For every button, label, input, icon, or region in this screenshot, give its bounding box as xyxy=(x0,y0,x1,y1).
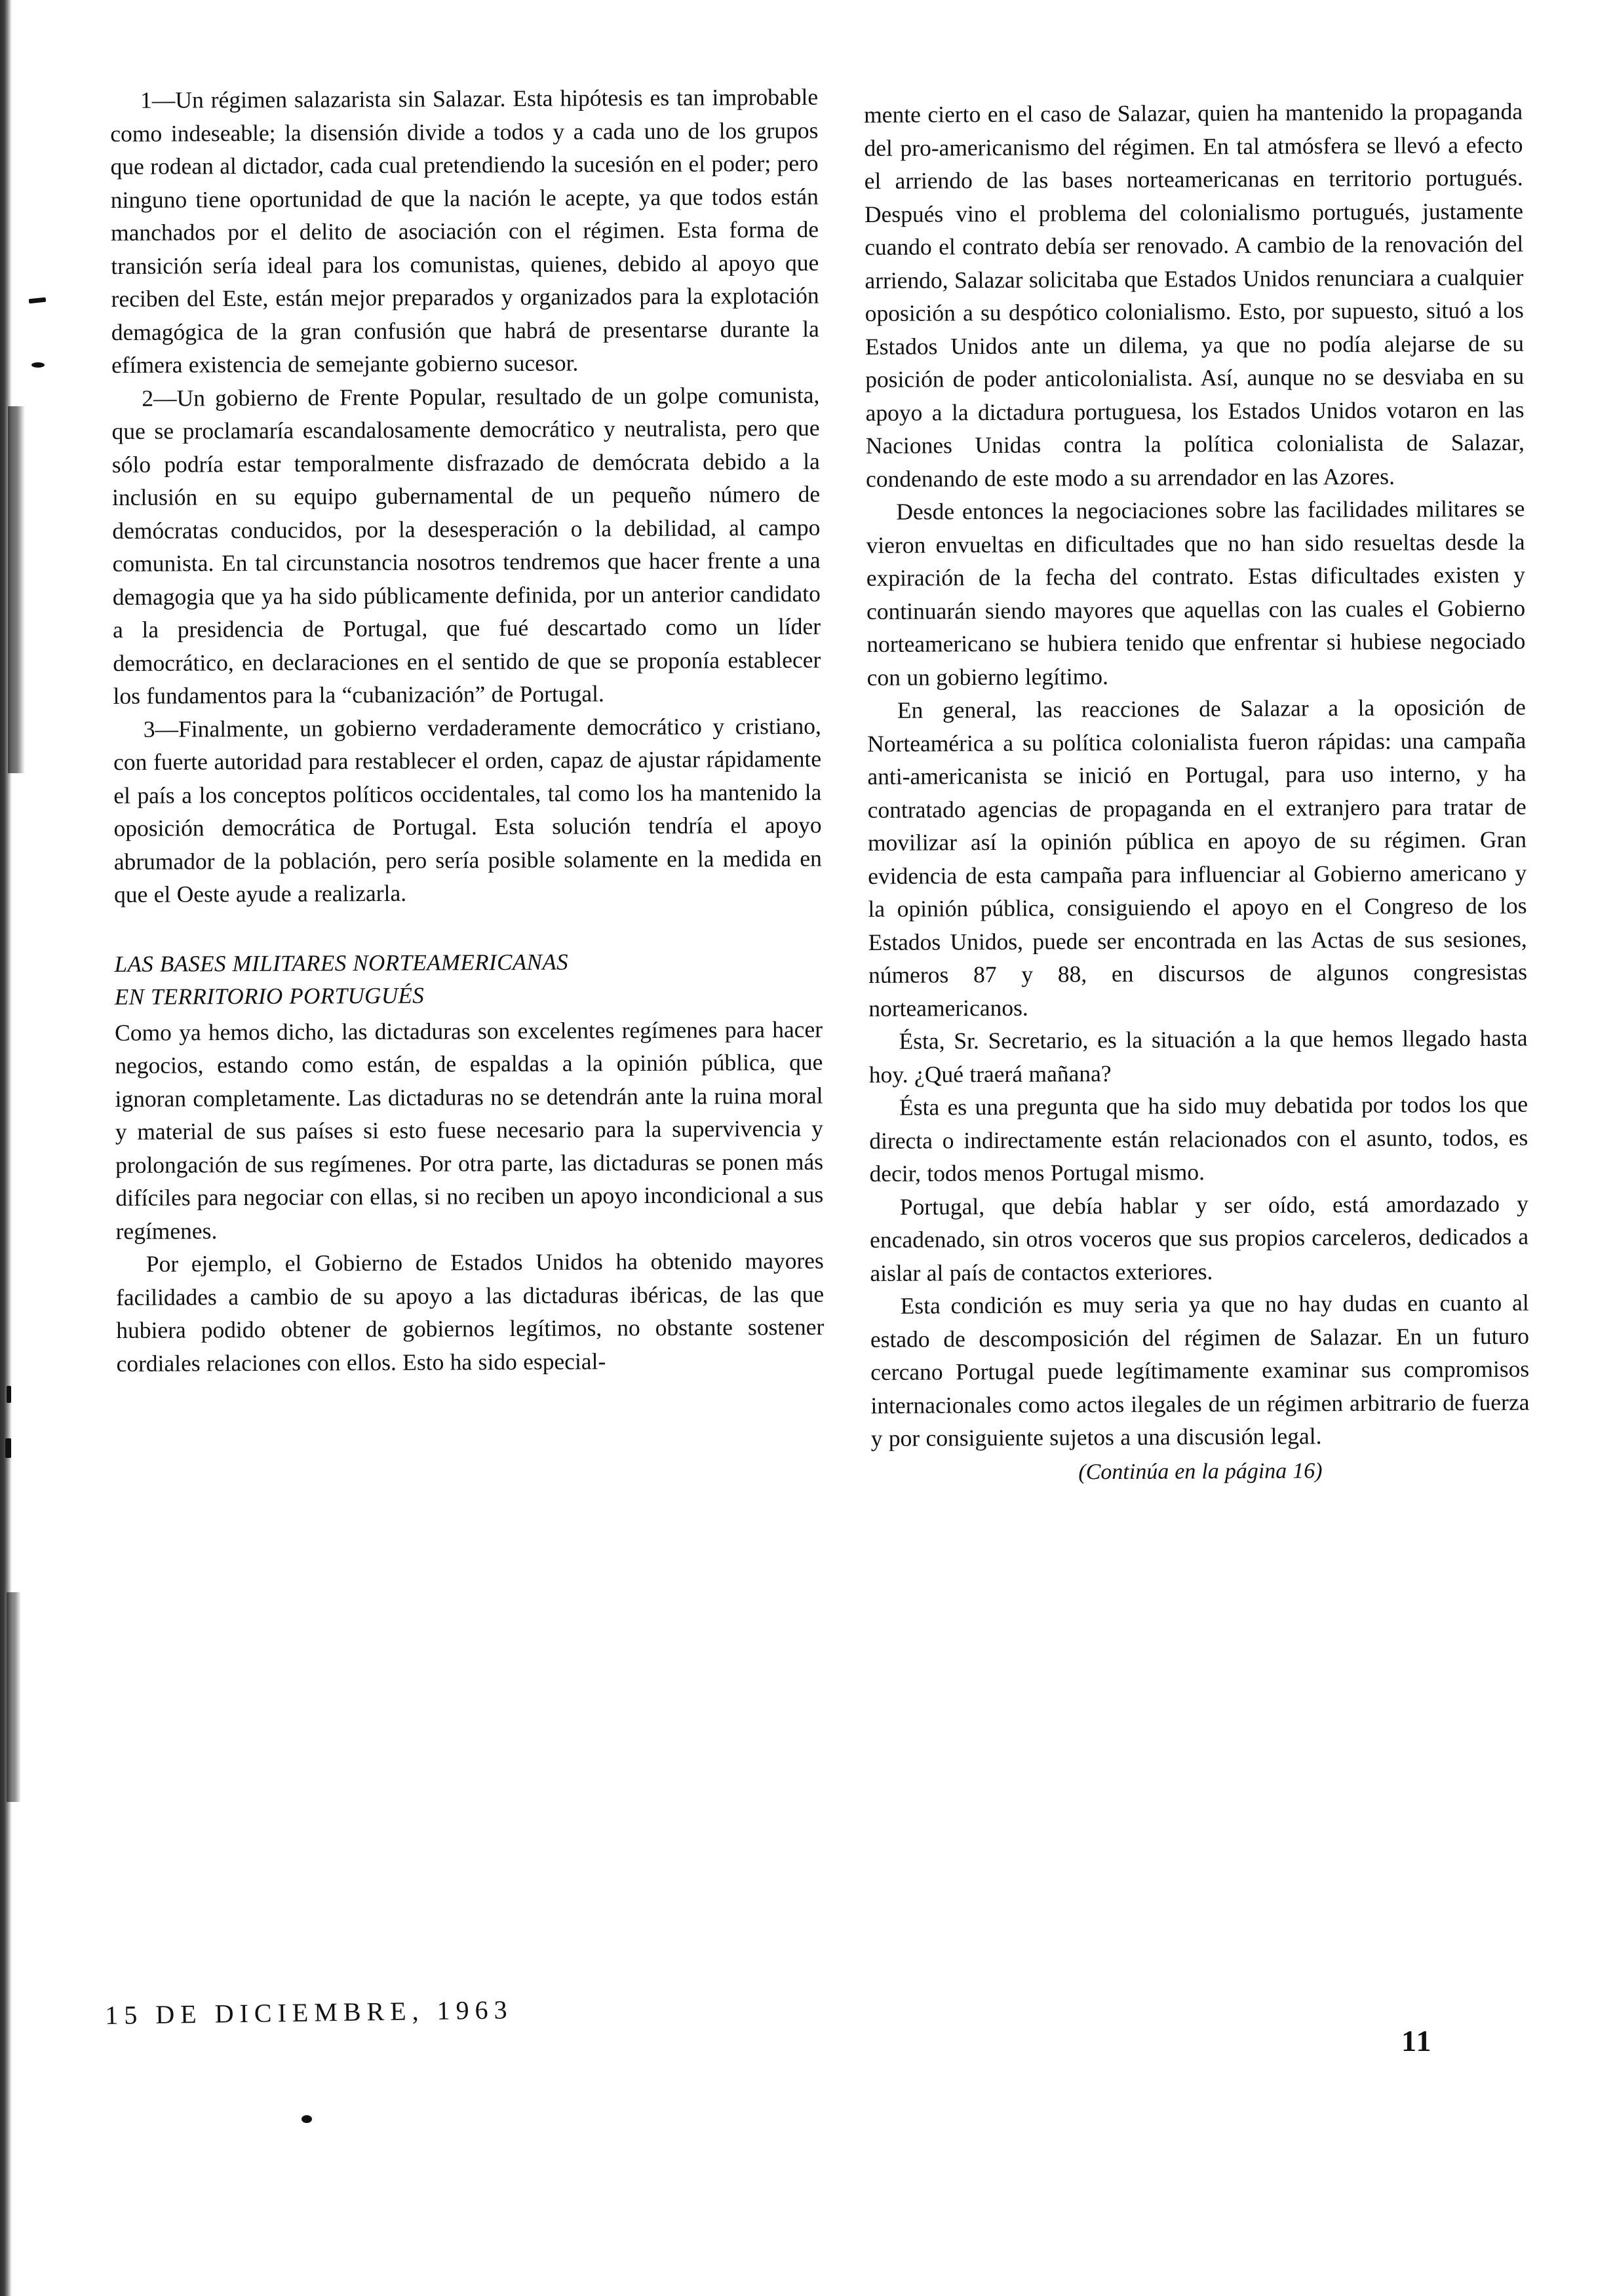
body-paragraph: mente cierto en el caso de Salazar, quien ha mantenido la propaganda del pro-americanismo del régimen. En tal atmósfera se llevó a efecto el arriendo de las bases norteamericanas en territorio portugués. Después vino el problema del colonialismo portugués, justamente cuando el contrato debía ser renovado. A cambio de la renovación del arriendo, Salazar solicitaba que Estados Unidos renunciara a cualquier oposición a su despótico colonialismo. Esto, por supuesto, situó a los Estados Unidos ante un dilema, ya que no podía alejarse de su posición de poder anticolonialista. Así, aunque no se desviaba en su apoyo a la dictadura portuguesa, los Estados Unidos votaron en las Naciones Unidas contra la política colonialista de Salazar, condenando de este modo a su arrendador en las Azores. xyxy=(864,98,1525,492)
page-number: 11 xyxy=(1401,2024,1433,2057)
body-paragraph: 2—Un gobierno de Frente Popular, resultado de un golpe comunista, que se proclamaría escandalosamente democrático y neutralista, pero que sólo podría estar temporalmente disfrazado de demócrata debido a la inclusión en su equipo gubernamental de un pequeño número de demócratas conducidos, por la desesperación o la debilidad, al campo comunista. En tal circunstancia nosotros tendremos que hacer frente a una demagogia que ya ha sido públicamente definida, por un anterior candidato a la presidencia de Portugal, que fué descartado como un líder democrático, en declaraciones en el sentido de que se proponía establecer los fundamentos para la “cubanización” de Portugal. xyxy=(111,381,821,709)
body-paragraph: 1—Un régimen salazarista sin Salazar. Esta hipótesis es tan improbable como indeseable; la disensión divide a todos y a cada uno de los grupos que rodean al dictador, cada cual pretendiendo la sucesión en el poder; pero ninguno tiene oportunidad de que la nación le acepte, ya que todos están manchados por el delito de asociación con el régimen. Esta forma de transición sería ideal para los comunistas, quienes, debido al apoyo que reciben del Este, están mejor preparados y organizados para la explotación demagógica de la gran confusión que habrá de presentarse durante la efímera existencia de semejante gobierno sucesor. xyxy=(110,83,819,378)
page-footer xyxy=(0,1992,1615,2110)
continued-on-page-note: (Continúa en la página 16) xyxy=(1078,1458,1323,1484)
body-paragraph: Desde entonces la negociaciones sobre las facilidades militares se vieron envueltas en dificultades que no han sido resueltas desde la expiración de la fecha del contrato. Estas dificultades existen y continuarán siendo mayores que aquellas con las cuales el Gobierno norteamericano se hubiera tenido que enfrentar si hubiese negociado con un gobierno legítimo. xyxy=(866,495,1526,691)
section-heading-line-1: LAS BASES MILITARES NORTEAMERICANAS xyxy=(114,949,569,977)
body-paragraph: Portugal, que debía hablar y ser oído, está amordazado y encadenado, sin otros voceros que sus propios carceleros, dedicados a aislar al país de contactos exteriores. xyxy=(870,1190,1529,1286)
text-column-left xyxy=(110,81,825,1380)
ink-speck xyxy=(29,297,47,304)
body-paragraph: En general, las reacciones de Salazar a la oposición de Norteamérica a su política colonialista fueron rápidas: una campaña anti-americanista se inició en Portugal, para uso interno, y ha contratado agencias de propaganda en el extranjero para tratar de movilizar así la opinión pública en apoyo de su régimen. Gran evidencia de esta campaña para influenciar al Gobierno americano y la opinión pública, consiguiendo el apoyo en el Congreso de los Estados Unidos, puede ser encontrada en las Actas de sus sesiones, números 87 y 88, en discursos de algunos congresistas norteamericanos. xyxy=(867,693,1528,1022)
scan-edge-artifact xyxy=(0,0,12,2296)
section-heading-line-2: EN TERRITORIO PORTUGUÉS xyxy=(114,982,425,1010)
scan-edge-artifact xyxy=(7,1592,21,1802)
section-heading xyxy=(114,944,822,1013)
ink-speck xyxy=(7,1386,11,1403)
body-paragraph: Por ejemplo, el Gobierno de Estados Unidos ha obtenido mayores facilidades a cambio de su apoyo a las dictaduras ibéricas, de las que hubiera podido obtener de gobiernos legítimos, no obstante sostener cordiales relaciones con ellos. Esto ha sido especial- xyxy=(115,1247,825,1377)
text-column-right xyxy=(864,95,1530,1489)
body-paragraph: Esta condición es muy seria ya que no hay dudas en cuanto al estado de descomposición del régimen de Salazar. En un futuro cercano Portugal puede legítimamente examinar sus compromisos internacionales como actos ilegales de un régimen arbitrario de fuerza y por consiguiente sujetos a una discusión legal. xyxy=(870,1289,1530,1451)
issue-date: 15 DE DICIEMBRE, 1963 xyxy=(105,1995,513,2030)
ink-speck xyxy=(5,1438,11,1458)
body-paragraph: Ésta, Sr. Secretario, es la situación a la que hemos llegado hasta hoy. ¿Qué traerá mañana? xyxy=(868,1024,1528,1088)
scan-edge-artifact xyxy=(8,406,25,773)
body-paragraph: Ésta es una pregunta que ha sido muy debatida por todos los que directa o indirectamente están relacionados con el asunto, todos, es decir, todos menos Portugal mismo. xyxy=(869,1090,1528,1187)
ink-speck xyxy=(302,2115,312,2123)
body-paragraph: Como ya hemos dicho, las dictaduras son excelentes regímenes para hacer negocios, estando como están, de espaldas a la opinión pública, que ignoran completamente. Las dictaduras no se detendrán ante la ruina moral y material de sus países si esto fuese necesario para la supervivencia y prolongación de sus regímenes. Por otra parte, las dictaduras se ponen más difíciles para negociar con ellas, si no reciben un apoyo incondicional a sus regímenes. xyxy=(114,1016,824,1244)
body-paragraph: 3—Finalmente, un gobierno verdaderamente democrático y cristiano, con fuerte autoridad para restablecer el orden, capaz de ajustar rápidamente el país a los conceptos políticos occidentales, tal como los ha mantenido la oposición democrática de Portugal. Esta solución tendría el apoyo abrumador de la población, pero sería posible solamente en la medida en que el Oeste ayude a realizarla. xyxy=(113,712,822,908)
ink-speck xyxy=(31,362,45,368)
